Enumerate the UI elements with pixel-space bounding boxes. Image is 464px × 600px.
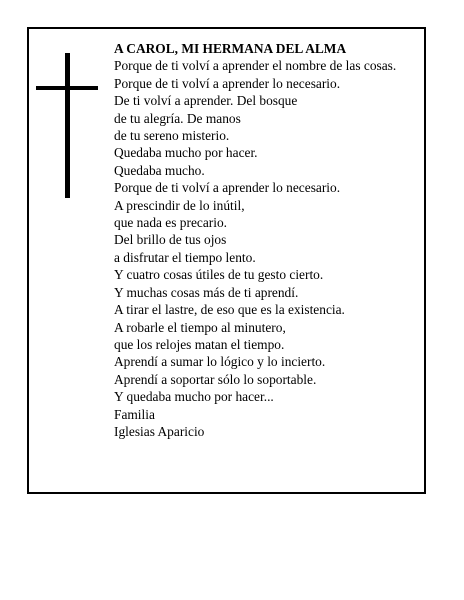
poem-line: A tirar el lastre, de eso que es la existencia. [114,302,345,318]
poem-line: a disfrutar el tiempo lento. [114,249,256,265]
poem-line: Aprendí a soportar sólo lo soportable. [114,371,317,387]
poem-line: que nada es precario. [114,215,228,231]
poem-line: Y cuatro cosas útiles de tu gesto cierto. [114,267,324,283]
poem-line: Quedaba mucho por hacer. [114,145,258,161]
poem-line: Porque de ti volví a aprender el nombre de las cosas. [114,58,397,74]
cross-horizontal-bar [36,86,98,90]
latin-cross-icon [36,53,98,198]
signature-surname: Iglesias Aparicio [114,423,205,439]
cross-vertical-bar [65,53,70,198]
poem-line: Porque de ti volví a aprender lo necesario. [114,180,341,196]
poem-line: A robarle el tiempo al minutero, [114,319,286,335]
poem [114,40,414,440]
poem-line: Quedaba mucho. [114,162,205,178]
signature-family: Familia [114,406,155,422]
poem-line: A prescindir de lo inútil, [114,197,245,213]
poem-line: de tu sereno misterio. [114,128,230,144]
poem-title: A CAROL, MI HERMANA DEL ALMA [114,41,347,56]
poem-line: Y muchas cosas más de ti aprendí. [114,284,299,300]
poem-line: de tu alegría. De manos [114,110,241,126]
poem-line: Del brillo de tus ojos [114,232,227,248]
poem-line: Aprendí a sumar lo lógico y lo incierto. [114,354,326,370]
poem-line: De ti volví a aprender. Del bosque [114,93,298,109]
poem-line: Porque de ti volví a aprender lo necesario. [114,75,341,91]
poem-line: que los relojes matan el tiempo. [114,336,285,352]
poem-line: Y quedaba mucho por hacer... [114,389,274,405]
